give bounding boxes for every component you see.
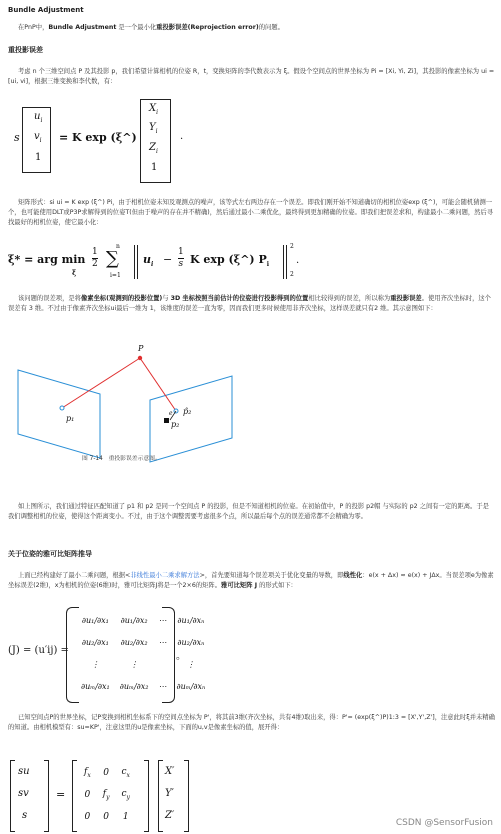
eq3-sv: sv <box>18 788 29 799</box>
watermark: CSDN @SensorFusion <box>395 818 493 828</box>
jacobian-matrix <box>76 609 210 697</box>
jacobian-cell: ⋯ <box>158 615 167 625</box>
k-cell: 0 <box>103 812 109 822</box>
intro-bold-ba: Bundle Adjustment <box>48 24 117 31</box>
eq3-su: su <box>18 766 30 777</box>
k-row <box>78 784 136 806</box>
jacobian-cell: ∂u₂/∂x₁ <box>81 637 109 647</box>
k-cell: $f_x$ <box>84 767 91 779</box>
eq2-rest: K exp (ξ^) $P_i$ <box>190 253 269 269</box>
paragraph-5: 上面已经构建好了最小二乘问题，根据<非线性最小二乘求解方法>，首先要知道每个误差项关于优化变量的导数，即线性化：e(x + Δx) ≈ e(x) + JΔx。当误差项e为像素坐标误差(2维)，x为相机的位姿(6维)时，雅可比矩阵J将是一个2×6的矩阵。雅可比矩阵 J 的形式如下： <box>8 572 494 589</box>
eq2-u: $u_i$ <box>143 253 154 269</box>
link-nonlinear-least-squares[interactable]: 非线性最小二乘求解方法 <box>130 572 200 579</box>
jacobian-cell: ∂uₘ/∂x₂ <box>119 681 149 691</box>
jacobian-cell: ∂u₂/∂x₂ <box>120 637 148 647</box>
paragraph-4: 如上图所示，我们通过特征匹配知道了 p1 和 p2 是同一个空间点 P 的投影，但是不知道相机的位姿。在初始值中，P 的投影 p2帽 与实际的 p2 之间有一定的距离。于是我们调整相机的位姿，使得这个距离变小。不过，由于这个调整需要考虑很多个点，所以最后每个点的误差通常都不会精确为零。 <box>8 503 489 520</box>
k-cell: $f_y$ <box>102 789 110 801</box>
image-plane-right <box>150 376 232 462</box>
jac-lhs: (J) = (u′ij) = <box>8 645 69 656</box>
point-p2 <box>164 418 169 423</box>
image-plane-left <box>18 370 100 458</box>
bold-3d-projection: 3D 坐标按照当前估计的位姿进行投影得到的位置 <box>170 295 309 302</box>
eq3-s: s <box>22 810 28 821</box>
intro-paragraph <box>8 23 495 33</box>
eq2-sum-bottom: i=1 <box>110 272 121 279</box>
jac-end: 。 <box>176 651 186 662</box>
jacobian-cell: ⋯ <box>158 681 167 691</box>
eq1-Y: $Y_i$ <box>149 122 158 135</box>
jacobian-row <box>76 631 210 653</box>
ray-p1 <box>62 358 140 408</box>
eq1-one: 1 <box>35 152 42 163</box>
intro-bold-reproj: 重投影误差(Reprojection error) <box>156 24 259 31</box>
eq2-minus: − <box>163 253 173 266</box>
eq1-one-b: 1 <box>151 162 158 173</box>
intro-text-mid: 是一个最小化 <box>116 24 157 31</box>
intro-text-end: 的问题。 <box>258 24 284 31</box>
paragraph-2: 矩阵形式：si ui = K exp (ξ^) Pi，由于相机位姿未知及观测点的噪声，该等式左右两边存在一个误差。即我们刚开始不知道确切的相机位姿exp (ξ^)，可能会随机猜测一个，也可能使用DLT或P3P求解得到的位姿T(但由于噪声的存在并不精确)，然后通过最小二乘优化，最终得到更加精确的位姿。即我们把误差求和，构建最小二乘问题，然后寻找最好的相机位姿，使它最小化： <box>8 199 494 226</box>
figure-caption: 图 7-14 重投影误差示意图。 <box>82 456 161 462</box>
eq2-frac: $\frac{1}{s}$ <box>178 247 184 269</box>
reprojection-figure <box>0 338 501 468</box>
bold-reproj-error: 重投影误差 <box>390 295 422 302</box>
eq2-sup: 2 <box>290 243 294 250</box>
jacobian-cell: ∂u₁/∂xₙ <box>177 615 205 625</box>
eq1-scalar: s <box>14 131 20 144</box>
point-P <box>138 356 142 360</box>
equation-least-squares <box>0 243 501 285</box>
jacobian-cell <box>154 653 172 675</box>
eq3-Zp: Z′ <box>165 810 175 821</box>
eq1-u: $u_i$ <box>34 111 43 124</box>
point-p1 <box>60 406 64 410</box>
eq2-sum: ∑ <box>106 248 119 269</box>
bold-linearization: 线性化 <box>343 572 363 579</box>
eq2-half: $\frac{1}{2}$ <box>92 247 98 269</box>
title: Bundle Adjustment <box>8 6 84 14</box>
label-p2hat: p̂₂ <box>183 407 192 416</box>
label-p1: p₁ <box>66 414 75 423</box>
jacobian-cell: ∂u₁/∂x₁ <box>81 615 109 625</box>
eq1-X: $X_i$ <box>149 103 159 116</box>
eq1-v: $v_i$ <box>34 131 42 144</box>
jacobian-cell: ∂u₂/∂xₙ <box>177 637 205 647</box>
k-cell: $c_x$ <box>121 767 130 779</box>
intrinsic-matrix <box>78 762 136 828</box>
paragraph-1: 考虑 n 个三维空间点 P 及其投影 p，我们希望计算相机的位姿 R，t，变换矩阵的李代数表示为 ξ。假设个空间点的世界坐标为 Pi = [Xi, Yi, Zi]，其投影的像素坐标为 ui = [ui, vi]，根据三维变换和李代数，有： <box>8 68 495 85</box>
eq3-Yp: Y′ <box>165 788 174 799</box>
k-cell: 0 <box>103 768 109 778</box>
k-cell: $c_y$ <box>121 789 130 801</box>
jacobian-cell: ∂uₘ/∂x₁ <box>81 681 110 691</box>
eq2-sub: 2 <box>290 271 294 278</box>
k-row <box>78 806 136 828</box>
jacobian-row <box>76 653 210 675</box>
label-P: P <box>138 344 144 353</box>
eq2-lhs: ξ* = arg min <box>8 253 86 266</box>
eq2-under: ξ <box>72 268 77 277</box>
label-p2: p₂ <box>171 420 180 429</box>
eq2-sum-top: n <box>116 243 120 250</box>
section-heading-jacobian: 关于位姿的雅可比矩阵推导 <box>8 550 92 558</box>
jacobian-cell: ⋯ <box>158 637 167 647</box>
eq2-period: . <box>296 255 300 266</box>
paragraph-6: 已知空间点P的世界坐标，记P变换到相机坐标系下的空间点坐标为 P'，将其前3维(齐次坐标，共有4维)取出来，得：P'= (exp(ξ^)P)1:3 = [X',Y',Z']，注意此时ξ并未精确的知道。由相机模型有：su=KP'，注意这里的u是像素坐标，下面的u,v是像素坐标的值，展开得： <box>8 714 495 731</box>
reprojection-diagram <box>0 338 501 468</box>
eq3-Xp: X′ <box>165 766 175 777</box>
jacobian-cell: ∂uₘ/∂xₙ <box>176 681 206 691</box>
jacobian-cell: ⋮ <box>91 659 100 669</box>
eq1-Z: $Z_i$ <box>149 142 158 155</box>
equation-jacobian <box>0 605 501 705</box>
k-row <box>78 762 136 784</box>
bold-pixel-coords: 像素坐标(观测到的投影位置) <box>80 295 163 302</box>
bold-jacobian: 雅可比矩阵 J <box>221 582 258 589</box>
label-e: e <box>169 410 173 417</box>
section-heading-reprojection: 重投影误差 <box>8 46 43 54</box>
k-cell: 0 <box>84 790 91 800</box>
k-cell: 0 <box>84 812 91 822</box>
jacobian-row <box>76 675 210 697</box>
jacobian-row <box>76 609 210 631</box>
eq1-period: . <box>180 131 184 142</box>
equation-projection <box>0 97 501 192</box>
eq3-equals: = <box>56 788 66 801</box>
k-cell: 1 <box>122 812 129 822</box>
jacobian-cell: ∂u₁/∂x₂ <box>120 615 148 625</box>
paragraph-3: 该问题的误差项，是将像素坐标(观测到的投影位置)与 3D 坐标按照当前估计的位姿进行投影得到的位置相比较得到的误差，所以称为重投影误差。使用齐次坐标时，这个误差有 3 维。不过由于像素齐次坐标ui最后一维为 1，该维度的误差一直为零，因而我们更多时候使用非齐次坐标，这样误差就只有2 维。其示意图如下： <box>8 295 491 312</box>
intro-text: 在PnP中， <box>18 24 49 31</box>
jacobian-cell: ⋮ <box>130 659 139 669</box>
jacobian-cell: ⋮ <box>186 659 195 669</box>
eq1-operator: = K exp (ξ^) <box>59 131 137 144</box>
